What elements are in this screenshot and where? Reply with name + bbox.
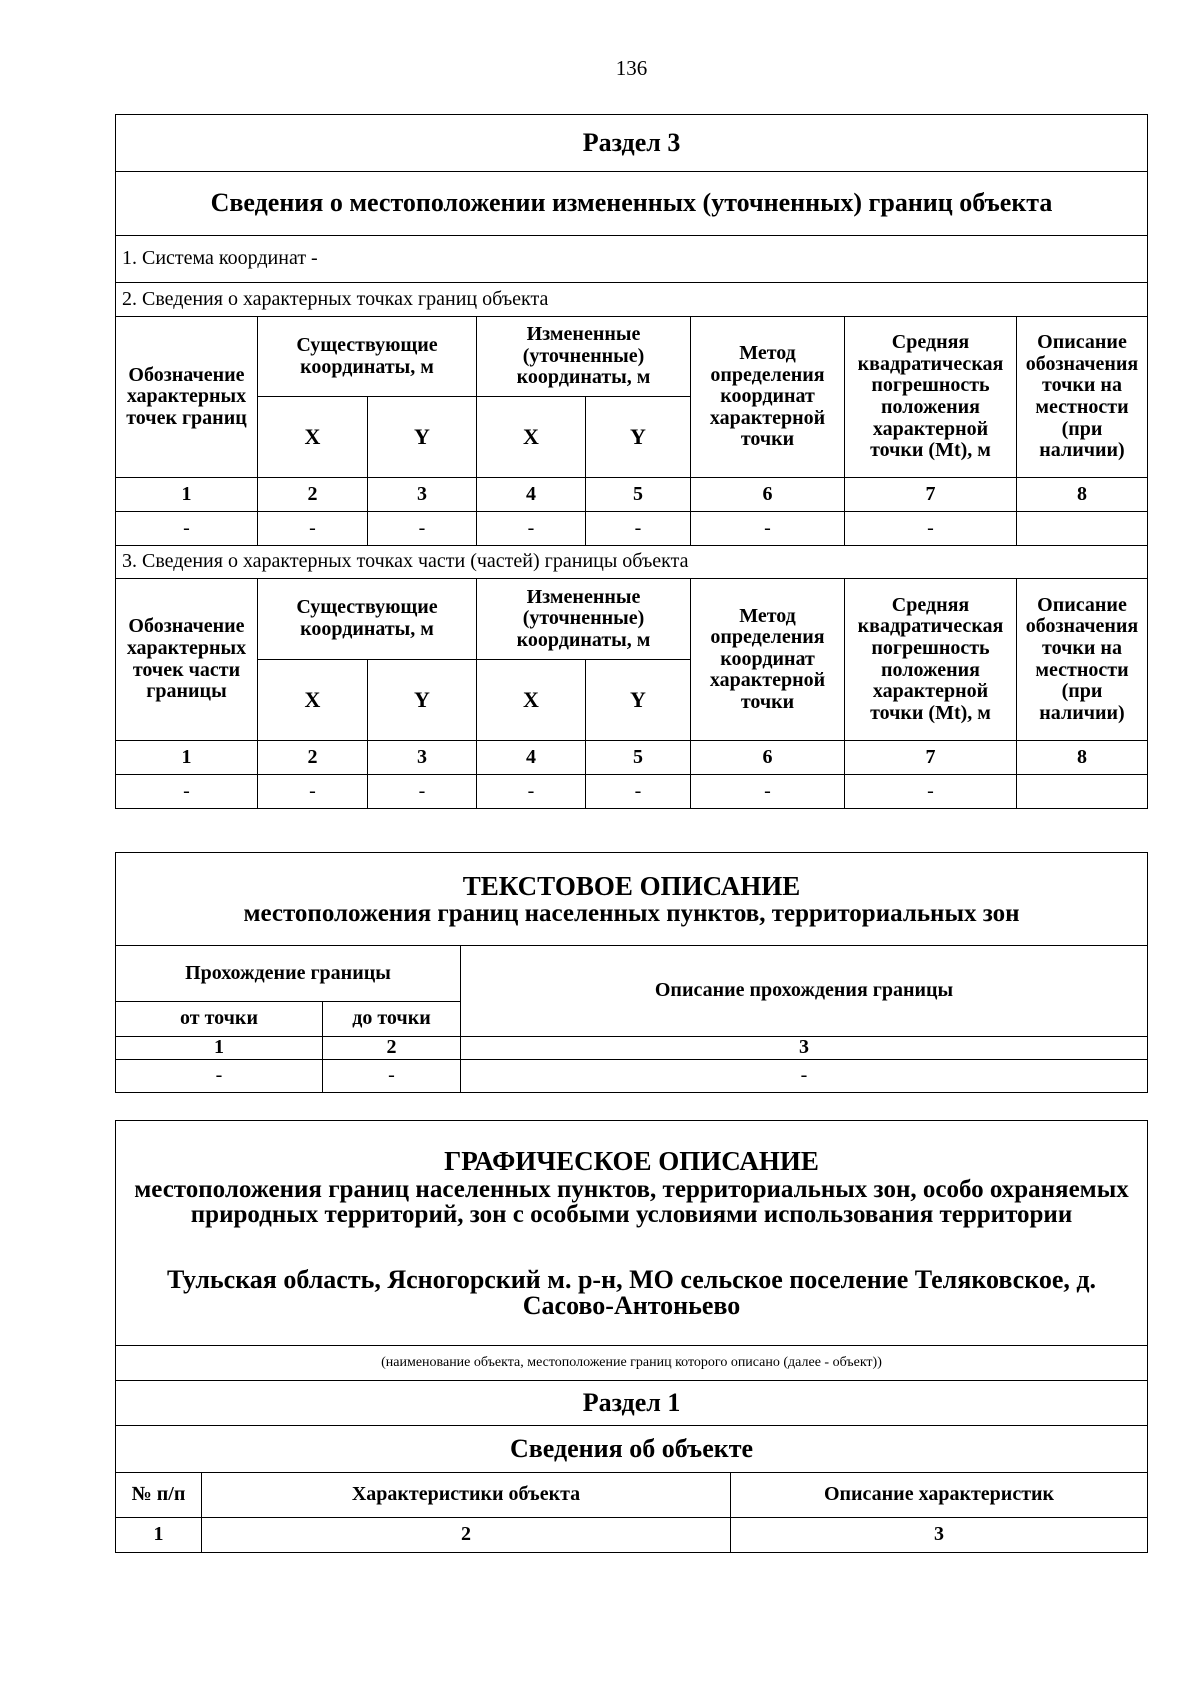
- header-changed: Измененные (уточненные) координаты, м: [477, 317, 691, 397]
- col-number: 1: [116, 741, 258, 775]
- col-number: 1: [116, 1518, 202, 1553]
- col-number: 3: [731, 1518, 1148, 1553]
- table-cell: -: [586, 775, 691, 809]
- header-designation: Обозначение характерных точек части границы: [116, 579, 258, 741]
- page-number: 136: [615, 56, 648, 80]
- table-cell: -: [258, 775, 368, 809]
- col-number: 8: [1017, 478, 1148, 512]
- graphic-description-title: ГРАФИЧЕСКОЕ ОПИСАНИЕ: [444, 1146, 819, 1177]
- header-existing: Существующие координаты, м: [258, 317, 477, 397]
- col-number: 7: [845, 741, 1017, 775]
- col-number: 4: [477, 741, 586, 775]
- table-cell: -: [368, 775, 477, 809]
- col-number: 3: [368, 478, 477, 512]
- col-number: 1: [116, 478, 258, 512]
- header-y-existing: Y: [368, 397, 477, 478]
- col-number: 3: [461, 1037, 1148, 1060]
- header-existing: Существующие координаты, м: [258, 579, 477, 660]
- section1-subtitle: Сведения об объекте: [116, 1426, 1148, 1473]
- header-to-point: до точки: [323, 1002, 461, 1037]
- table-cell: -: [586, 512, 691, 546]
- table-cell: -: [845, 512, 1017, 546]
- col-number: 1: [116, 1037, 323, 1060]
- section3-title: Раздел 3: [116, 115, 1148, 172]
- col-number: 5: [586, 741, 691, 775]
- table-cell: [1017, 775, 1148, 809]
- col-number: 4: [477, 478, 586, 512]
- col-number: 2: [258, 478, 368, 512]
- header-method: Метод определения координат характерной точки: [691, 579, 845, 741]
- header-passage-description: Описание прохождения границы: [461, 946, 1148, 1037]
- header-characteristics: Характеристики объекта: [202, 1473, 731, 1518]
- graphic-description-subtitle: местоположения границ населенных пунктов, территориальных зон, особо охраняемых природных территорий, зон с особыми условиями использования территории: [134, 1175, 1129, 1228]
- section1-title: Раздел 1: [116, 1381, 1148, 1426]
- graphic-description-table: [115, 1120, 1148, 1553]
- table-cell: -: [323, 1059, 461, 1092]
- col-number: 6: [691, 478, 845, 512]
- table-cell: -: [116, 775, 258, 809]
- header-y-changed: Y: [586, 397, 691, 478]
- table-cell: -: [368, 512, 477, 546]
- header-method: Метод определения координат характерной точки: [691, 317, 845, 478]
- table-cell: -: [258, 512, 368, 546]
- header-description: Описание обозначения точки на местности (при наличии): [1017, 317, 1148, 478]
- text-description-subtitle: местоположения границ населенных пунктов, территориальных зон: [243, 900, 1020, 928]
- col-number: 2: [323, 1037, 461, 1060]
- table-cell: -: [461, 1059, 1148, 1092]
- header-x-existing: X: [258, 660, 368, 741]
- header-error: Средняя квадратическая погрешность положения характерной точки (Mt), м: [845, 317, 1017, 478]
- header-passage: Прохождение границы: [116, 946, 461, 1002]
- header-changed: Измененные (уточненные) координаты, м: [477, 579, 691, 660]
- table-cell: -: [691, 512, 845, 546]
- table-cell: -: [116, 1059, 323, 1092]
- col-number: 7: [845, 478, 1017, 512]
- col-number: 6: [691, 741, 845, 775]
- header-number: № п/п: [116, 1473, 202, 1518]
- header-error: Средняя квадратическая погрешность положения характерной точки (Mt), м: [845, 579, 1017, 741]
- text-description-title: ТЕКСТОВОЕ ОПИСАНИЕ: [462, 870, 801, 901]
- header-characteristics-description: Описание характеристик: [731, 1473, 1148, 1518]
- header-x-existing: X: [258, 397, 368, 478]
- part2-label: 2. Сведения о характерных точках границ объекта: [116, 283, 1148, 317]
- table-cell: -: [116, 512, 258, 546]
- table-cell: [1017, 512, 1148, 546]
- header-from-point: от точки: [116, 1002, 323, 1037]
- section3-table: [115, 114, 1148, 809]
- text-description-heading: [116, 853, 1148, 946]
- col-number: 5: [586, 478, 691, 512]
- header-x-changed: X: [477, 660, 586, 741]
- table-cell: -: [691, 775, 845, 809]
- col-number: 2: [202, 1518, 731, 1553]
- col-number: 3: [368, 741, 477, 775]
- graphic-description-heading: [116, 1121, 1148, 1346]
- table-cell: -: [477, 775, 586, 809]
- header-description: Описание обозначения точки на местности (при наличии): [1017, 579, 1148, 741]
- header-designation: Обозначение характерных точек границ: [116, 317, 258, 478]
- section3-subtitle: Сведения о местоположении измененных (уточненных) границ объекта: [116, 172, 1148, 236]
- header-y-existing: Y: [368, 660, 477, 741]
- object-location: Тульская область, Ясногорский м. р-н, МО сельское поселение Теляковское, д. Сасово-Антоньево: [166, 1264, 1097, 1320]
- header-y-changed: Y: [586, 660, 691, 741]
- col-number: 2: [258, 741, 368, 775]
- table-cell: -: [845, 775, 1017, 809]
- header-x-changed: X: [477, 397, 586, 478]
- table-cell: -: [477, 512, 586, 546]
- object-note: (наименование объекта, местоположение границ которого описано (далее - объект)): [116, 1346, 1148, 1381]
- coord-system: 1. Система координат -: [116, 236, 1148, 283]
- col-number: 8: [1017, 741, 1148, 775]
- text-description-table: [115, 852, 1148, 1093]
- part3-label: 3. Сведения о характерных точках части (частей) границы объекта: [116, 546, 1148, 579]
